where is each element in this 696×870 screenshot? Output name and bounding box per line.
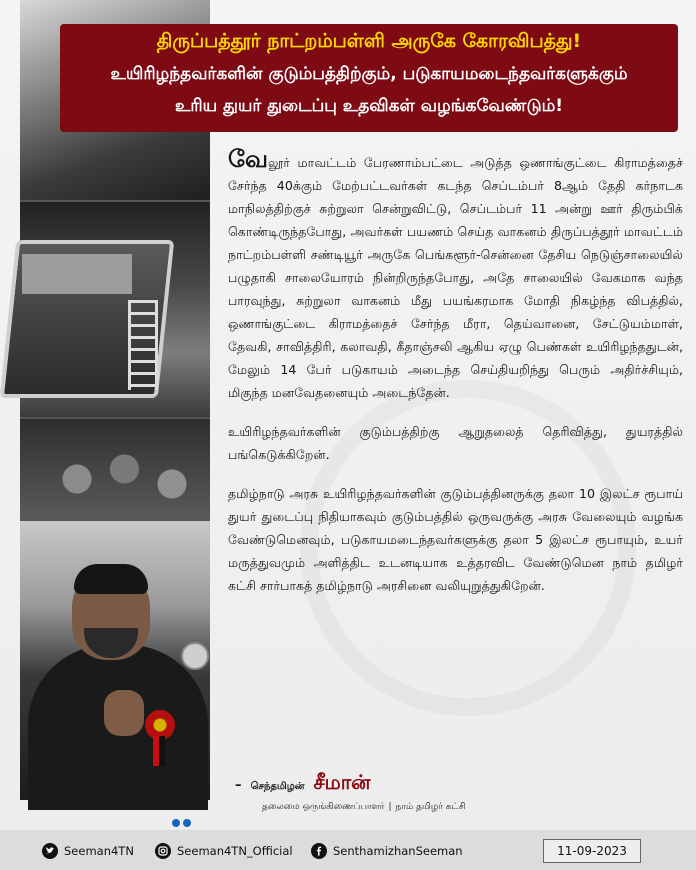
speaker-hand	[104, 690, 144, 736]
statement-body	[228, 145, 683, 613]
pagination-dots	[172, 812, 194, 831]
bus-ladder	[128, 300, 158, 390]
dot	[183, 819, 191, 827]
twitter-handle-link[interactable]	[42, 841, 134, 861]
twitter-handle: Seeman4TN	[64, 844, 134, 858]
headline-subtitle-1: உயிரிழந்தவர்களின் குடும்பத்திற்கும், படுகாயமடைந்தவர்களுக்கும்	[110, 64, 628, 84]
date-badge: 11-09-2023	[543, 839, 641, 863]
footer-bar	[0, 830, 696, 870]
signature-role: தலைமை ஒருங்கிணைப்பாளர்	[262, 802, 385, 812]
facebook-handle-link[interactable]	[311, 841, 463, 861]
paragraph-1	[228, 145, 683, 404]
headline-banner	[60, 24, 678, 132]
facebook-icon	[311, 843, 327, 859]
signature-dash: –	[235, 778, 242, 793]
twitter-icon	[42, 843, 58, 859]
signature-title	[262, 802, 466, 813]
facebook-handle: SenthamizhanSeeman	[333, 844, 463, 858]
signature-separator: |	[388, 802, 392, 812]
paragraph-2: உயிரிழந்தவர்களின் குடும்பத்திற்கு ஆறுதலைத் தெரிவித்து, துயரத்தில் பங்கெடுக்கிறேன்.	[228, 424, 683, 462]
signature-prefix: செந்தமிழன்	[250, 781, 305, 792]
instagram-icon	[155, 843, 171, 859]
instagram-handle-link[interactable]	[155, 841, 293, 861]
microphone-icon	[181, 642, 209, 670]
signature-name: சீமான்	[313, 770, 371, 794]
signature	[235, 770, 371, 797]
badge-ribbon	[153, 736, 165, 766]
signature-party: நாம் தமிழர் கட்சி	[395, 802, 466, 812]
dot	[172, 819, 180, 827]
paragraph-3: தமிழ்நாடு அரசு உயிரிழந்தவர்களின் குடும்பத்தினருக்கு தலா 10 இலட்ச ரூபாய் துயர் துடைப்பு நிதியாகவும் குடும்பத்தில் ஒருவருக்கு அரசு வேலையும் வழங்க வேண்டுமெனவும், படுகாயமடைந்தவர்களுக்கு தலா 5 இலட்ச ரூபாயும், உயர் மருத்துவமும் அளித்திட உடனடியாக உத்தரவிட வேண்டுமென நாம் தமிழர் கட்சி சார்பாகத் தமிழ்நாடு அரசினை வலியுறுத்துகிறேன்.	[228, 486, 683, 593]
headline-title: திருப்பத்தூர் நாட்றம்பள்ளி அருகே கோரவிபத்து!	[156, 30, 582, 52]
accident-photo-crowd	[20, 419, 210, 519]
paragraph-1-text: லூர் மாவட்டம் பேரணாம்பட்டை அடுத்த ஒணாங்குட்டை கிராமத்தைச் சேர்ந்த 40க்கும் மேற்பட்டவர்கள் கடந்த செப்டம்பர் 8ஆம் தேதி கர்நாடக மாநிலத்திற்குச் சுற்றுலா சென்றுவிட்டு, செப்டம்பர் 11 அன்று ஊர் திரும்பிக் கொண்டிருந்தபோது, அவர்கள் பயணம் செய்த வாகனம் திருப்பத்தூர் மாவட்டம் நாட்றம்பள்ளி சண்டியூர் அருகே பெங்களூர்-சென்னை தேசிய நெடுஞ்சாலையில் பழுதாகி சாலையோரம் நின்றிருந்தபோது, அதே சாலையில் வேகமாக வந்த பாரவுந்து, சுற்றுலா வாகனம் மீது பயங்கரமாக மோதி நிகழ்ந்த விபத்தில், ஒணாங்குட்டை கிராமத்தைச் சேர்ந்த மீரா, தெய்வானை, சேட்டுயம்மாள், தேவகி, சாவித்திரி, கலாவதி, கீதாஞ்சலி ஆகிய ஏழு பெண்கள் உயிரிழந்ததுடன், மேலும் 14 பேர் படுகாயம் அடைந்த செய்தியறிந்து பெரும் அதிர்ச்சியும், மிகுந்த மனவேதனையும் அடைந்தேன்.	[228, 155, 683, 400]
speaker-hair	[74, 564, 148, 594]
instagram-handle: Seeman4TN_Official	[177, 844, 293, 858]
bus-window	[22, 254, 132, 294]
headline-subtitle-2: உரிய துயர் துடைப்பு உதவிகள் வழங்கவேண்டும்!	[174, 96, 564, 116]
dropcap: வே	[228, 145, 269, 173]
